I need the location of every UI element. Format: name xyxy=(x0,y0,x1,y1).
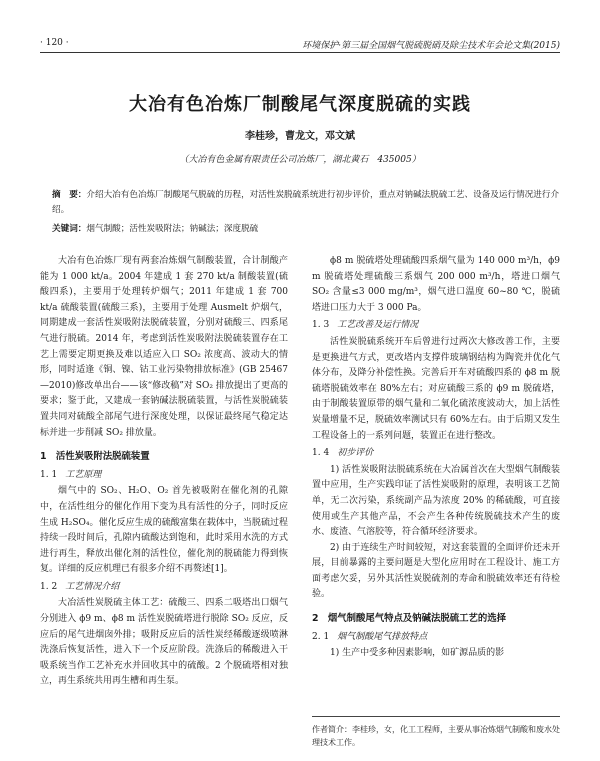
paragraph-1-4-b: 2) 由于连续生产时间较短，对这套装置的全面评价还未开展，目前暴露的主要问题是大型化应用时在工程设计、施工方面考虑欠妥，另外其活性炭脱硫剂的寿命和脱硫效率还有待检验。 xyxy=(312,542,560,600)
subsection-number: 1. 3 xyxy=(312,320,330,331)
paragraph-1-4-a: 1) 活性炭吸附法脱硫系统在大冶属首次在大型烟气制酸装置中应用，生产实践印证了活性炭吸附的原理，表明该工艺简单，无二次污染，系统副产品为浓度 20% 的稀硫酸，可直接使用或生产其他产品，不会产生各种传统脱硫技术产生的废水、废渣、气溶胶等，符合循环经济要求。 xyxy=(312,464,560,538)
author-footnote: 作者简介：李桂珍，女，化工工程师，主要从事冶炼烟气制酸和废水处理技术工作。 xyxy=(312,716,560,749)
subsection-1-2-heading xyxy=(40,580,288,596)
section-2-heading: 2 烟气制酸尾气特点及钠碱法脱硫工艺的选择 xyxy=(312,613,507,625)
subsection-title: 工艺原理 xyxy=(65,469,102,480)
subsection-2-1-heading xyxy=(312,630,560,646)
subsection-number: 1. 2 xyxy=(40,581,58,592)
article-title: 大冶有色冶炼厂制酸尾气深度脱硫的实践 xyxy=(129,94,471,115)
intro-paragraph: 大冶有色冶炼厂现有两套冶炼烟气制酸装置，合计制酸产能为 1 000 kt/a。2004 年建成 1 套 270 kt/a 制酸装置(硫酸四系)，主要用于处理转炉烟气；2011 年建成 1 套 700 kt/a 硫酸装置(硫酸三系)，主要用于处理 Ausmelt 炉烟气，同期建成一套活性炭吸附法脱硫装置，分别对硫酸三、四系尾气进行脱硫。2014 年，考虑到活性炭吸附法脱硫装置存在工艺上需要定期更换及难以适应入口 SO₂ 浓度高、波动大的情形，同时适逢《铜、镍、钴工业污染物排放标准》(GB 25467—2010)修改单出台——该“修改稿”对 SO₂ 排放提出了更高的要求；鉴于此，又建成一套钠碱法脱硫装置，与活性炭脱硫装置共同对硫酸全部尾气进行深度处理，以保证最终尾气稳定达标并进一步削减 SO₂ 排放量。 xyxy=(40,256,288,438)
section-1-heading: 1 活性炭吸附法脱硫装置 xyxy=(40,451,150,463)
paragraph-1-2-cont: ϕ8 m 脱硫塔处理硫酸四系烟气量为 140 000 m³/h，ϕ9 m 脱硫塔处理硫酸三系烟气 200 000 m³/h，塔进口烟气 SO₂ 含量≤3 000 mg/m³，烟气进口温度 60~80 ℃，脱硫塔进口压力大于 3 000 Pa。 xyxy=(312,256,560,313)
subsection-title: 初步评价 xyxy=(337,448,374,459)
running-header xyxy=(40,38,560,53)
subsection-number: 1. 1 xyxy=(40,469,58,480)
right-column xyxy=(312,254,560,662)
page-number: · 120 · xyxy=(40,38,69,48)
subsection-1-4-heading xyxy=(312,446,560,462)
subsection-1-3-heading xyxy=(312,318,560,334)
abstract-label: 摘 要： xyxy=(52,190,87,200)
subsection-title: 工艺改善及运行情况 xyxy=(337,320,419,331)
subsection-1-1-heading xyxy=(40,468,288,484)
left-column xyxy=(40,254,288,690)
keywords-label: 关键词： xyxy=(52,224,87,234)
affiliation: （大冶有色金属有限责任公司冶炼厂，湖北黄石 435005） xyxy=(179,155,421,165)
abstract xyxy=(52,188,560,218)
paragraph-1-3: 活性炭脱硫系统开车后曾进行过两次大修改善工作，主要是更换进气方式，更改塔内支撑件玻璃钢结构为陶瓷并优化气体分布，及降分补偿性换。完善后开车对硫酸四系的 ϕ8 m 脱硫塔脱硫效率在 80%左右；对应硫酸三系的 ϕ9 m 脱硫塔，由于制酸装置原带的烟气量和二氧化硫浓度波动大，加上活性炭量增量不足，脱硫效率测试只有 60%左右。由于后期又发生工程设备上的一系列问题，装置正在进行整改。 xyxy=(312,336,560,441)
paragraph-2-1: 1) 生产中受多种因素影响，如矿源品质的影 xyxy=(330,648,505,659)
subsection-number: 2. 1 xyxy=(312,631,330,642)
subsection-title: 烟气制酸尾气排放特点 xyxy=(337,631,428,642)
paragraph-1-1: 烟气中的 SO₂、H₂O、O₂ 首先被吸附在催化剂的孔隙中，在活性组分的催化作用下变为具有活性的分子，同时反应生成 H₂SO₄。催化反应生成的硫酸富集在载体中，当脱硫过程持续一段时间后，孔隙内硫酸达到饱和，此时采用水洗的方式进行再生，释放出催化剂的活性位，催化剂的脱硫能力得到恢复。详细的反应机理已有很多介绍不再赘述[1]。 xyxy=(40,486,288,575)
keywords-text: 烟气制酸；活性炭吸附法；钠碱法；深度脱硫 xyxy=(86,224,259,234)
keywords xyxy=(52,222,560,234)
paragraph-1-2: 大冶活性炭脱硫主体工艺：硫酸三、四系二吸塔出口烟气分别进入 ϕ9 m、ϕ8 m 活性炭脱硫塔进行脱除 SO₂ 反应，反应后的尾气进烟囱外排；吸附反应后的活性炭经稀酸逐级喷淋洗涤后恢复活性，进入下一个反应阶段。洗涤后的稀酸进入干吸系统当作工艺补充水并回收其中的硫酸。2 个脱硫塔相对独立，再生系统共用再生槽和再生泵。 xyxy=(40,598,288,687)
subsection-title: 工艺情况介绍 xyxy=(65,581,120,592)
abstract-text: 介绍大冶有色冶炼厂制酸尾气脱硫的历程，对活性炭脱硫系统进行初步评价，重点对钠碱法脱硫工艺、设备及运行情况进行介绍。 xyxy=(52,190,560,215)
authors: 李桂珍，曹龙文，邓文斌 xyxy=(245,131,355,142)
subsection-number: 1. 4 xyxy=(312,448,330,459)
journal-title: 环境保护·第三届全国烟气脱硫脱硝及除尘技术年会论文集(2015) xyxy=(302,41,560,51)
